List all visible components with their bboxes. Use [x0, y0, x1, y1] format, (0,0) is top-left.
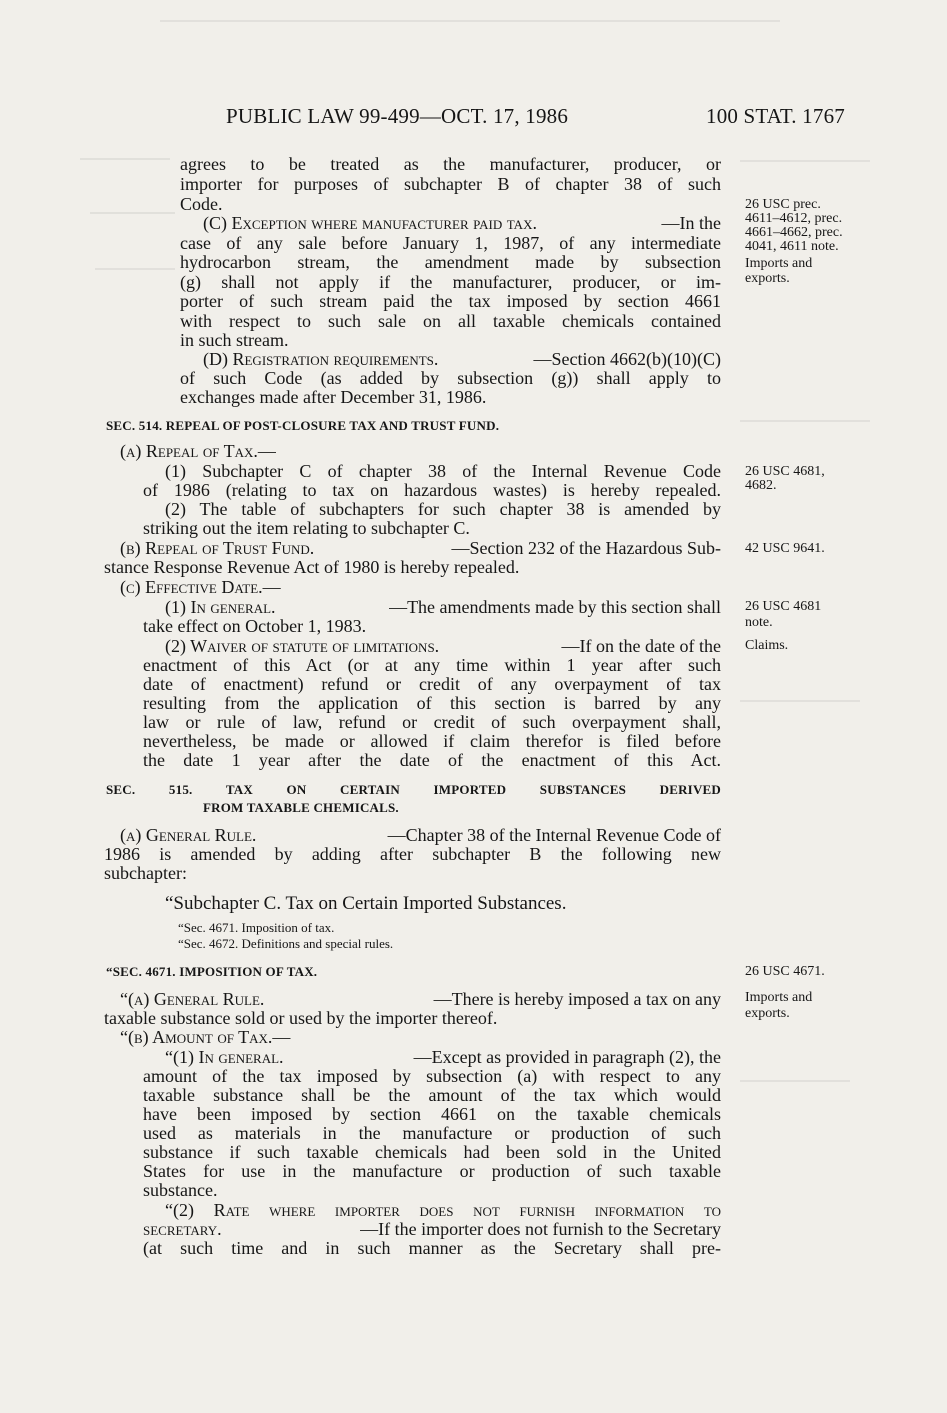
paragraph-b1-first-line [165, 1048, 721, 1067]
subsection-general-rule-first-line [120, 990, 721, 1009]
section-515-heading-cont: FROM TAXABLE CHEMICALS. [203, 800, 399, 815]
paragraph-c2-first-line [165, 637, 721, 656]
paragraph-line: have been imposed by section 4661 on the taxable chemicals [143, 1104, 721, 1124]
margin-note: Imports and [745, 990, 813, 1005]
section-4671-heading: “SEC. 4671. IMPOSITION OF TAX. [106, 964, 318, 979]
margin-note: 26 USC 4681, [745, 464, 825, 479]
subsection-a515-first-line [120, 826, 721, 845]
paragraph-line: subchapter: [104, 863, 187, 883]
paragraph-line: date of enactment) refund or credit of any overpayment of tax [143, 674, 721, 694]
margin-note: 4041, 4611 note. [745, 239, 839, 254]
heading-effective-date: (c) Effective Date. [120, 577, 263, 597]
paragraph-text: —If on the date of the [561, 636, 721, 656]
paragraph-line: importer for purposes of subchapter B of chapter 38 of such [180, 174, 721, 194]
margin-note: exports. [745, 271, 790, 286]
margin-note: 26 USC 4681 [745, 599, 822, 614]
heading-repeal-of-tax: (a) Repeal of Tax. [120, 441, 258, 461]
heading-in-general: (1) In general. [165, 597, 276, 617]
paragraph-line: (at such time and in such manner as the Secretary shall pre- [143, 1238, 721, 1258]
paragraph-line: porter of such stream paid the tax imposed by section 4661 [180, 291, 721, 311]
paragraph-line: (2) The table of subchapters for such chapter 38 is amended by [165, 499, 721, 519]
heading-waiver: (2) Waiver of statute of limitations. [165, 636, 440, 656]
running-head-title: PUBLIC LAW 99-499—OCT. 17, 1986 [226, 104, 569, 128]
margin-note: Imports and [745, 256, 813, 271]
heading-exception: (C) Exception where manufacturer paid tax. [203, 213, 537, 233]
heading-registration: (D) Registration requirements. [203, 349, 439, 369]
paragraph-text: —Section 4662(b)(10)(C) [533, 349, 721, 369]
toc-entry: “Sec. 4672. Definitions and special rules. [178, 936, 394, 951]
heading-secretary: secretary. [143, 1219, 222, 1239]
paragraph-text: —Section 232 of the Hazardous Sub- [451, 538, 721, 558]
paragraph-line: take effect on October 1, 1983. [143, 616, 367, 636]
margin-note: 4611–4612, prec. [745, 211, 843, 226]
paragraph-text: —There is hereby imposed a tax on any [433, 989, 721, 1009]
paragraph-line: States for use in the manufacture or production of such taxable [143, 1161, 721, 1181]
margin-note: 42 USC 9641. [745, 541, 825, 556]
margin-note: 4661–4662, prec. [745, 225, 843, 240]
paragraph-line: exchanges made after December 31, 1986. [180, 387, 487, 407]
margin-note: 4682. [745, 478, 777, 493]
section-514-heading: SEC. 514. REPEAL OF POST-CLOSURE TAX AND TRUST FUND. [106, 418, 500, 433]
subchapter-heading-text: “Subchapter C. Tax on Certain Imported Substances. [165, 893, 567, 914]
paragraph-text: —The amendments made by this section shall [389, 597, 721, 617]
paragraph-line: striking out the item relating to subchapter C. [143, 518, 470, 538]
heading-repeal-of-trust-fund: (b) Repeal of Trust Fund. [120, 538, 315, 558]
toc-entry: “Sec. 4671. Imposition of tax. [178, 920, 335, 935]
margin-note: 26 USC 4671. [745, 964, 825, 979]
heading-amount-of-tax: “(b) Amount of Tax. [120, 1027, 273, 1047]
section-515-heading: SEC. 515. TAX ON CERTAIN IMPORTED SUBSTANCES DERIVED [106, 782, 721, 797]
paragraph-line: in such stream. [180, 330, 289, 350]
paragraph-text: —Except as provided in paragraph (2), the [413, 1047, 721, 1067]
paragraph-c1-first-line [165, 598, 721, 617]
paragraph-line: of such Code (as added by subsection (g)) shall apply to [180, 368, 721, 388]
paragraph-line: of 1986 (relating to tax on hazardous wastes) is hereby repealed. [143, 480, 721, 500]
margin-note: Claims. [745, 638, 789, 653]
paragraph-line: the date 1 year after the date of the enactment of this Act. [143, 750, 721, 770]
heading-dash: — [272, 1027, 291, 1047]
subsection-b-first-line [120, 539, 721, 558]
margin-note: 26 USC prec. [745, 197, 821, 212]
subparagraph-d-first-line [203, 350, 721, 369]
heading-general-rule: (a) General Rule. [120, 825, 257, 845]
paragraph-line: law or rule of law, refund or credit of such overpayment shall, [143, 712, 721, 732]
paragraph-line: (1) Subchapter C of chapter 38 of the Internal Revenue Code [165, 461, 721, 481]
paragraph-line: nevertheless, be made or allowed if claim therefor is filed before [143, 731, 721, 751]
heading-in-general-4671: “(1) In general. [165, 1047, 284, 1067]
paragraph-text: —Chapter 38 of the Internal Revenue Code of [387, 825, 721, 845]
paragraph-text: —If the importer does not furnish to the Secretary [360, 1219, 721, 1239]
subsection-c-heading [120, 578, 281, 597]
paragraph-line: amount of the tax imposed by subsection (a) with respect to any [143, 1066, 721, 1086]
paragraph-line: resulting from the application of this section is barred by any [143, 693, 721, 713]
subchapter-title [165, 894, 566, 913]
margin-note: exports. [745, 1006, 790, 1021]
paragraph-line: (g) shall not apply if the manufacturer, producer, or im- [180, 272, 721, 292]
margin-note: note. [745, 615, 773, 630]
paragraph-line: case of any sale before January 1, 1987, of any intermediate [180, 233, 721, 253]
paragraph-line: with respect to such sale on all taxable chemicals contained [180, 311, 721, 331]
paragraph-line: substance. [143, 1180, 218, 1200]
paragraph-line: Code. [180, 194, 223, 214]
paragraph-line: used as materials in the manufacture or production of such [143, 1123, 721, 1143]
paragraph-line: enactment of this Act (or at any time within 1 year after such [143, 655, 721, 675]
heading-dash: — [262, 577, 281, 597]
paragraph-line: agrees to be treated as the manufacturer, producer, or [180, 154, 721, 174]
paragraph-b2-second-line [143, 1220, 721, 1239]
paragraph-line: stance Response Revenue Act of 1980 is hereby repealed. [104, 557, 520, 577]
subparagraph-c-first-line [203, 214, 721, 233]
subsection-a-heading [120, 442, 276, 461]
paragraph-line: 1986 is amended by adding after subchapter B the following new [104, 844, 721, 864]
paragraph-text: —In the [661, 213, 721, 233]
paragraph-b2-heading: “(2) Rate where importer does not furnish information to [165, 1200, 721, 1220]
paragraph-line: taxable substance sold or used by the importer thereof. [104, 1008, 498, 1028]
heading-general-rule-4671: “(a) General Rule. [120, 989, 265, 1009]
paragraph-line: taxable substance shall be the amount of the tax which would [143, 1085, 721, 1105]
running-head-page-number: 100 STAT. 1767 [706, 104, 845, 128]
paragraph-line: hydrocarbon stream, the amendment made by subsection [180, 252, 721, 272]
subsection-amount-heading [120, 1028, 290, 1047]
heading-dash: — [257, 441, 276, 461]
paragraph-line: substance if such taxable chemicals had been sold in the United [143, 1142, 721, 1162]
